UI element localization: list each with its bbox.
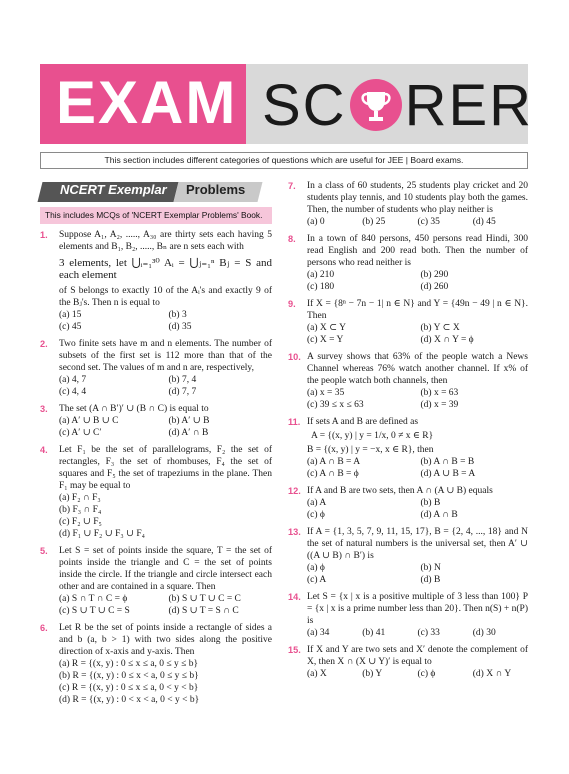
question-15 bbox=[288, 644, 528, 680]
option-c[interactable]: (c) S ∪ T ∪ C = S bbox=[59, 606, 130, 616]
banner-exam-text: EXAM bbox=[56, 69, 238, 136]
question-10 bbox=[288, 351, 528, 411]
option-a[interactable]: (a) F₂ ∩ F₃ bbox=[59, 493, 101, 503]
question-13 bbox=[288, 526, 528, 586]
question-3 bbox=[40, 403, 272, 439]
option-a[interactable]: (a) A bbox=[307, 498, 327, 508]
question-number: 2. bbox=[40, 339, 48, 349]
question-2 bbox=[40, 338, 272, 398]
option-d[interactable]: (d) x = 39 bbox=[420, 400, 459, 410]
options bbox=[59, 593, 272, 617]
question-text-cont: of S belongs to exactly 10 of the Aᵢ's and exactly 9 of the Bⱼ's. Then n is equal to bbox=[59, 286, 272, 308]
option-d[interactable]: (d) F₁ ∪ F₂ ∪ F₃ ∪ F₄ bbox=[59, 529, 145, 539]
option-d[interactable]: (d) 260 bbox=[420, 282, 449, 292]
option-b[interactable]: (b) 3 bbox=[168, 310, 187, 320]
option-c[interactable]: (c) 4, 4 bbox=[59, 387, 87, 397]
options bbox=[307, 456, 528, 480]
exam-scorer-banner bbox=[40, 64, 534, 144]
options bbox=[307, 216, 528, 228]
left-column bbox=[40, 182, 272, 706]
equation-a: A = {(x, y) | y = 1/x, 0 ≠ x ∈ R} bbox=[311, 431, 434, 441]
option-d[interactable]: (d) 30 bbox=[472, 628, 496, 638]
options bbox=[307, 668, 528, 680]
option-a[interactable]: (a) R = {(x, y) : 0 ≤ x ≤ a, 0 ≤ y ≤ b} bbox=[59, 659, 199, 669]
option-d[interactable]: (d) 7, 7 bbox=[168, 387, 197, 397]
option-a[interactable]: (a) x = 35 bbox=[307, 388, 345, 398]
option-c[interactable]: (c) ϕ bbox=[417, 669, 436, 679]
option-b[interactable]: (b) S ∪ T ∪ C = C bbox=[168, 594, 241, 604]
question-text: If X and Y are two sets and X′ denote the complement of X, then X ∩ (X ∪ Y)′ is equal to bbox=[307, 645, 528, 667]
option-b[interactable]: (b) A ∩ B = B bbox=[420, 457, 475, 467]
option-c[interactable]: (c) 45 bbox=[59, 322, 82, 332]
option-a[interactable]: (a) 34 bbox=[307, 628, 330, 638]
question-number: 4. bbox=[40, 445, 48, 455]
question-8 bbox=[288, 233, 528, 293]
question-number: 7. bbox=[288, 181, 296, 191]
question-number: 14. bbox=[288, 592, 301, 602]
options bbox=[59, 374, 272, 398]
banner-scorer-b: RER bbox=[404, 72, 534, 138]
question-text: Two finite sets have m and n elements. The number of subsets of the first set is 112 more than that of the second set. The values of m and n are, respectively, bbox=[59, 339, 272, 373]
banner-scorer-a: SC bbox=[262, 72, 347, 138]
option-c[interactable]: (c) 180 bbox=[307, 282, 335, 292]
option-a[interactable]: (a) X bbox=[307, 669, 327, 679]
option-b[interactable]: (b) Y ⊂ X bbox=[420, 323, 460, 333]
question-6 bbox=[40, 622, 272, 706]
question-1 bbox=[40, 229, 272, 333]
option-d[interactable]: (d) 45 bbox=[472, 217, 496, 227]
options bbox=[59, 492, 272, 540]
banner-exam-block bbox=[40, 64, 246, 144]
options bbox=[307, 322, 528, 346]
option-a[interactable]: (a) 0 bbox=[307, 217, 325, 227]
tagline: This section includes different categories of questions which are useful for JEE | Board exams. bbox=[40, 152, 528, 169]
question-number: 12. bbox=[288, 486, 301, 496]
question-text: If sets A and B are defined as bbox=[307, 417, 419, 427]
question-text: Let S = set of points inside the square, T = the set of points inside the triangle and C = the set of points inside the circle. If the triangle and circle intersect each other and are contained in a square. Then bbox=[59, 546, 272, 592]
question-number: 10. bbox=[288, 352, 301, 362]
question-7 bbox=[288, 180, 528, 228]
option-d[interactable]: (d) A ∩ B bbox=[420, 510, 458, 520]
option-a[interactable]: (a) S ∩ T ∩ C = ϕ bbox=[59, 594, 128, 604]
section-heading bbox=[40, 182, 270, 204]
option-b[interactable]: (b) F₃ ∩ F₄ bbox=[59, 505, 102, 515]
options bbox=[307, 387, 528, 411]
option-b[interactable]: (b) N bbox=[420, 563, 441, 573]
option-a[interactable]: (a) A′ ∪ B ∪ C bbox=[59, 416, 119, 426]
option-a[interactable]: (a) A ∩ B = A bbox=[307, 457, 361, 467]
question-11 bbox=[288, 416, 528, 480]
banner-scorer-text bbox=[262, 72, 533, 138]
option-a[interactable]: (a) X ⊂ Y bbox=[307, 323, 346, 333]
question-text: Let R be the set of points inside a rectangle of sides a and b (a, b > 1) with two sides along the positive direction of x-axis and y-axis. Then bbox=[59, 623, 272, 657]
question-text: If X = {8ⁿ − 7n − 1| n ∈ N} and Y = {49n − 49 | n ∈ N}. Then bbox=[307, 299, 528, 321]
question-number: 9. bbox=[288, 299, 296, 309]
option-c[interactable]: (c) A bbox=[307, 575, 327, 585]
option-c[interactable]: (c) 39 ≤ x ≤ 63 bbox=[307, 400, 364, 410]
option-d[interactable]: (d) B bbox=[420, 575, 441, 585]
question-text: If A and B are two sets, then A ∩ (A ∪ B) equals bbox=[307, 486, 493, 496]
option-a[interactable]: (a) 210 bbox=[307, 270, 335, 280]
question-number: 13. bbox=[288, 527, 301, 537]
option-d[interactable]: (d) X ∩ Y bbox=[472, 669, 512, 679]
trophy-icon bbox=[349, 78, 403, 132]
options bbox=[307, 269, 528, 293]
option-b[interactable]: (b) 25 bbox=[362, 217, 386, 227]
option-c[interactable]: (c) A ∩ B = ϕ bbox=[307, 469, 359, 479]
question-text: A survey shows that 63% of the people watch a News Channel whereas 76% watch another channel. If x% of the people watch both channels, then bbox=[307, 352, 528, 386]
option-b[interactable]: (b) A′ ∪ B bbox=[168, 416, 210, 426]
question-4 bbox=[40, 444, 272, 540]
question-12 bbox=[288, 485, 528, 521]
question-number: 15. bbox=[288, 645, 301, 655]
question-equation: 3 elements, let ⋃ᵢ₌₁³⁰ Aᵢ = ⋃ⱼ₌₁ⁿ Bⱼ = S and each element bbox=[59, 257, 272, 281]
option-d[interactable]: (d) 35 bbox=[168, 322, 192, 332]
option-c[interactable]: (c) R = {(x, y) : 0 ≤ x ≤ a, 0 < y < b} bbox=[59, 683, 199, 693]
option-b[interactable]: (b) 290 bbox=[420, 270, 449, 280]
question-text: In a town of 840 persons, 450 persons read Hindi, 300 read English and 200 read both. Then the number of persons who read neither is bbox=[307, 234, 528, 268]
option-b[interactable]: (b) 7, 4 bbox=[168, 375, 197, 385]
option-b[interactable]: (b) R = {(x, y) : 0 ≤ x < a, 0 ≤ y ≤ b} bbox=[59, 671, 199, 681]
option-d[interactable]: (d) A ∪ B = A bbox=[420, 469, 476, 479]
question-number: 3. bbox=[40, 404, 48, 414]
question-text: Let S = {x | x is a positive multiple of 3 less than 100} P = {x | x is a prime number less than 20}. Then n(S) + n(P) is bbox=[307, 592, 528, 626]
option-b[interactable]: (b) 41 bbox=[362, 628, 386, 638]
option-d[interactable]: (d) R = {(x, y) : 0 < x < a, 0 < y < b} bbox=[59, 695, 200, 705]
option-a[interactable]: (a) 4, 7 bbox=[59, 375, 87, 385]
options bbox=[59, 415, 272, 439]
question-text: Let F₁ be the set of parallelograms, F₂ the set of rectangles, F₃ the set of rhombuses, F₄ the set of squares and F₅ the set of trapeziums in the plane. Then F₁ may be equal to bbox=[59, 445, 272, 491]
section-title-ncert: NCERT Exemplar bbox=[60, 182, 167, 197]
question-number: 5. bbox=[40, 546, 48, 556]
section-title-problems: Problems bbox=[186, 182, 246, 197]
option-a[interactable]: (a) 15 bbox=[59, 310, 82, 320]
option-c[interactable]: (c) ϕ bbox=[307, 510, 325, 520]
options bbox=[307, 627, 528, 639]
question-number: 6. bbox=[40, 623, 48, 633]
option-c[interactable]: (c) 35 bbox=[417, 217, 440, 227]
question-number: 1. bbox=[40, 230, 48, 240]
question-number: 11. bbox=[288, 417, 301, 427]
section-note: This includes MCQs of 'NCERT Exemplar Problems' Book. bbox=[40, 207, 272, 224]
option-d[interactable]: (d) S ∪ T = S ∩ C bbox=[168, 606, 239, 616]
option-a[interactable]: (a) ϕ bbox=[307, 563, 325, 573]
option-d[interactable]: (d) A′ ∩ B bbox=[168, 428, 209, 438]
question-text: The set (A ∩ B′)′ ∪ (B ∩ C) is equal to bbox=[59, 404, 209, 414]
question-text: If A = {1, 3, 5, 7, 9, 11, 15, 17}, B = {2, 4, ..., 18} and N the set of natural numbers is the universal set, then A′ ∪ ((A ∪ B) ∩ B′) is bbox=[307, 527, 528, 561]
option-c[interactable]: (c) A′ ∪ C′ bbox=[59, 428, 102, 438]
equation-b: B = {(x, y) | y = −x, x ∈ R}, then bbox=[307, 445, 434, 455]
question-9 bbox=[288, 298, 528, 346]
options bbox=[59, 658, 272, 706]
option-c[interactable]: (c) 33 bbox=[417, 628, 440, 638]
right-column bbox=[288, 180, 528, 680]
option-d[interactable]: (d) X ∩ Y = ϕ bbox=[420, 335, 474, 345]
question-text: In a class of 60 students, 25 students play cricket and 20 students play tennis, and 10 students play both the games. Then, the number of students who play neither is bbox=[307, 181, 528, 215]
question-5 bbox=[40, 545, 272, 617]
options bbox=[307, 562, 528, 586]
question-text: Suppose A₁, A₂, ....., A₃₀ are thirty sets each having 5 elements and B₁, B₂, ....., Bₙ are n sets each with bbox=[59, 230, 272, 252]
options bbox=[307, 497, 528, 521]
banner-scorer-block bbox=[246, 64, 534, 144]
option-b[interactable]: (b) Y bbox=[362, 669, 383, 679]
options bbox=[59, 309, 272, 333]
option-c[interactable]: (c) X = Y bbox=[307, 335, 344, 345]
option-b[interactable]: (b) B bbox=[420, 498, 441, 508]
option-c[interactable]: (c) F₂ ∪ F₅ bbox=[59, 517, 102, 527]
option-b[interactable]: (b) x = 63 bbox=[420, 388, 459, 398]
question-number: 8. bbox=[288, 234, 296, 244]
question-14 bbox=[288, 591, 528, 639]
